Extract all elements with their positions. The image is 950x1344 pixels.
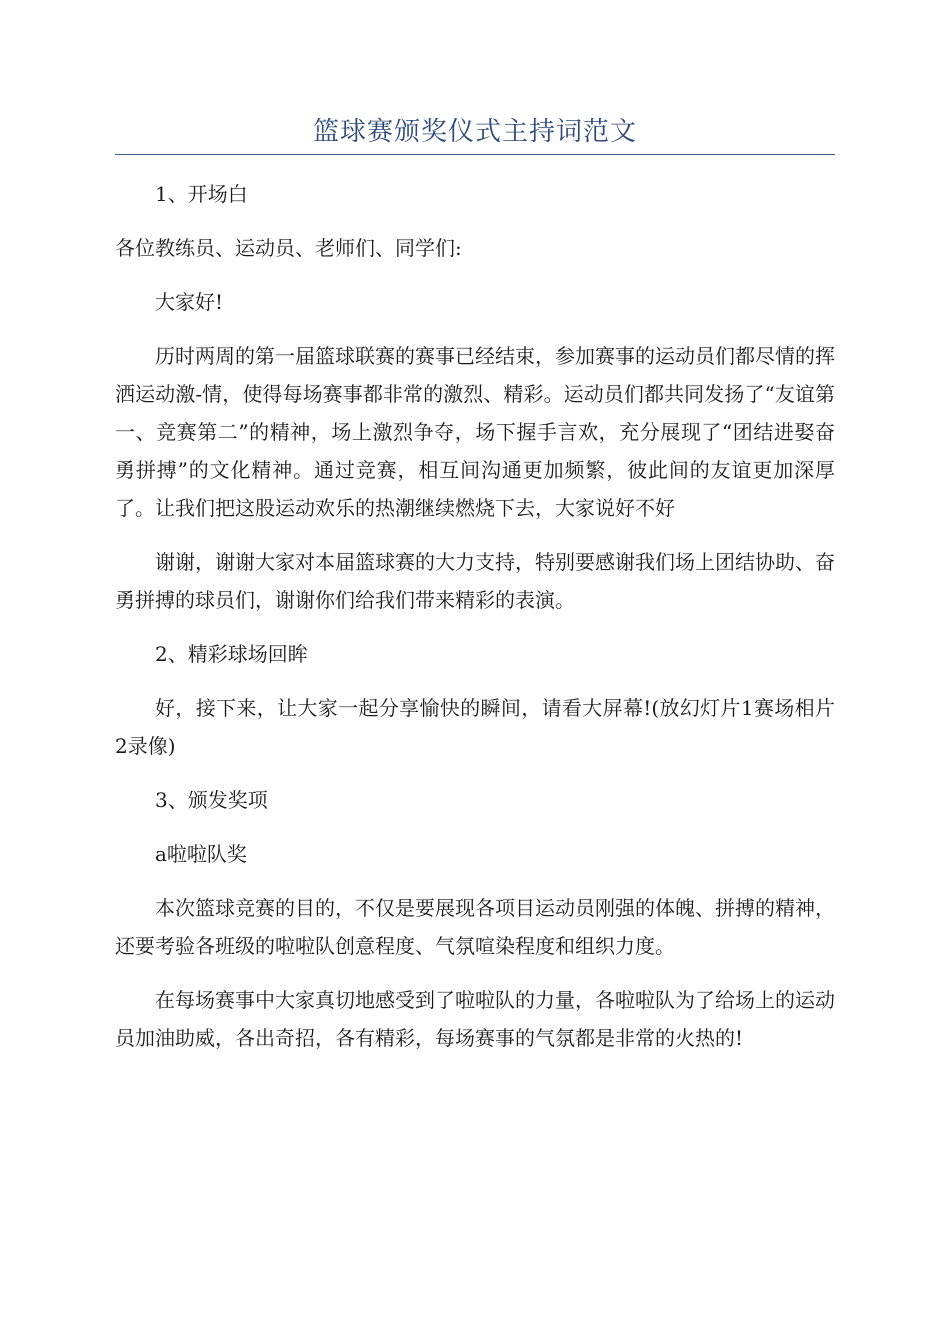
section-heading-review: 2、精彩球场回眸 [155, 642, 308, 666]
salutation: 各位教练员、运动员、老师们、同学们: [115, 236, 462, 260]
paragraph: 在每场赛事中大家真切地感受到了啦啦队的力量，各啦啦队为了给场上的运动员加油助威，各出奇招，各有精彩，每场赛事的气氛都是非常的火热的! [115, 988, 835, 1050]
paragraph: 历时两周的第一届篮球联赛的赛事已经结束，参加赛事的运动员们都尽情的挥洒运动激-情，使得每场赛事都非常的激烈、精彩。运动员们都共同发扬了“友谊第一、竞赛第二”的精神，场上激烈争夺，场下握手言欢，充分展现了“团结进娶奋勇拼搏”的文化精神。通过竞赛，相互间沟通更加频繁，彼此间的友谊更加深厚了。让我们把这股运动欢乐的热潮继续燃烧下去，大家说好不好 [115, 344, 835, 520]
paragraph: 谢谢，谢谢大家对本届篮球赛的大力支持，特别要感谢我们场上团结协助、奋勇拼搏的球员们，谢谢你们给我们带来精彩的表演。 [115, 550, 835, 612]
paragraph: 好，接下来，让大家一起分享愉快的瞬间，请看大屏幕!(放幻灯片1赛场相片2录像) [115, 696, 835, 758]
title-divider [115, 154, 835, 155]
section-heading-opening: 1、开场白 [155, 182, 248, 206]
document-body [115, 175, 835, 1073]
paragraph: 本次篮球竞赛的目的，不仅是要展现各项目运动员刚强的体魄、拼搏的精神，还要考验各班级的啦啦队创意程度、气氛喧染程度和组织力度。 [115, 896, 835, 958]
greeting: 大家好! [155, 290, 224, 314]
subsection-heading-cheerleading: a啦啦队奖 [155, 842, 247, 866]
document-title: 篮球赛颁奖仪式主持词范文 [312, 117, 637, 147]
section-heading-awards: 3、颁发奖项 [155, 788, 268, 812]
